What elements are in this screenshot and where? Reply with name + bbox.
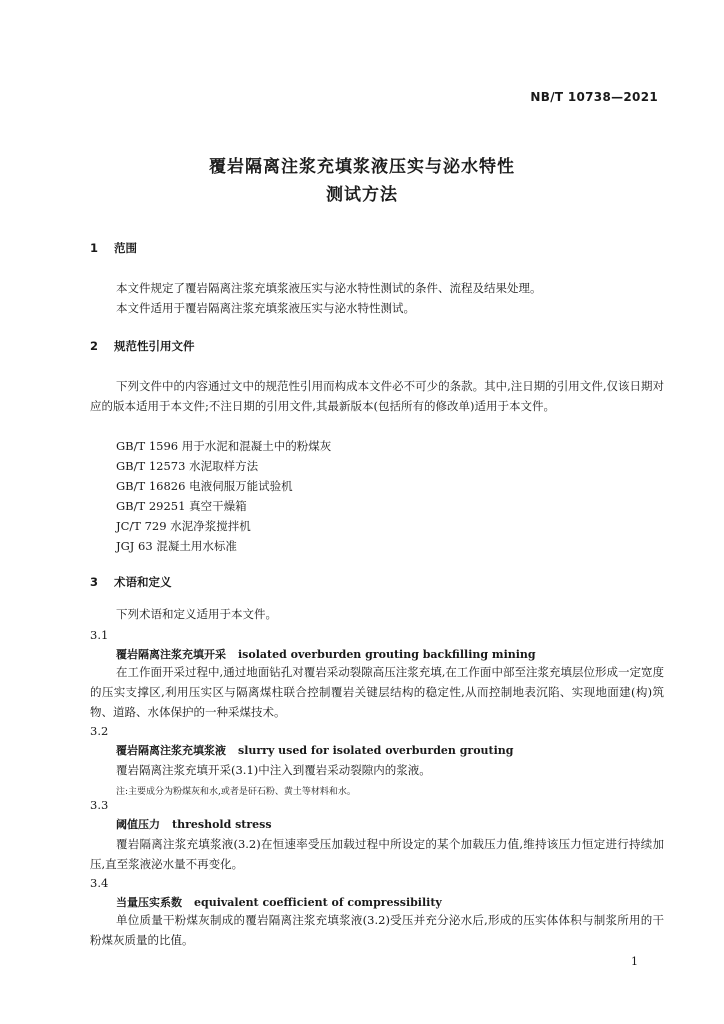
- term-note: 注:主要成分为粉煤灰和水,或者是矸石粉、黄土等材料和水。: [116, 787, 356, 797]
- term-number: 3.3: [90, 798, 109, 812]
- section-1-heading: [90, 240, 137, 256]
- page-number: 1: [631, 955, 638, 968]
- term-definition: 在工作面开采过程中,通过地面钻孔对覆岩采动裂隙高压注浆充填,在工作面中部至注浆充填层位形成一定宽度的压实支撑区,利用压实区与隔离煤柱联合控制覆岩关键层结构的稳定性,从而控制地表沉陷、实现地面建(构)筑物、道路、水体保护的一种采煤技术。: [90, 665, 664, 719]
- term-en: isolated overburden grouting backfilling mining: [238, 648, 536, 661]
- normative-reference: JC/T 729 水泥净浆搅拌机: [116, 519, 251, 533]
- normative-reference: JGJ 63 混凝土用水标准: [116, 539, 237, 553]
- term-zh: 覆岩隔离注浆充填开采: [116, 648, 226, 661]
- section-1-paragraph-2: 本文件适用于覆岩隔离注浆充填浆液压实与泌水特性测试。: [116, 301, 415, 315]
- normative-reference: GB/T 1596 用于水泥和混凝土中的粉煤灰: [116, 439, 332, 453]
- term-heading: [116, 646, 536, 662]
- term-heading: [116, 816, 272, 832]
- section-title: 术语和定义: [114, 575, 172, 589]
- term-number: 3.2: [90, 724, 109, 738]
- section-title: 范围: [114, 241, 137, 255]
- section-number: 2: [90, 339, 99, 353]
- document-title-line2: 测试方法: [326, 185, 398, 205]
- term-heading: [116, 894, 442, 910]
- section-2-heading: [90, 338, 195, 354]
- term-zh: 阈值压力: [116, 818, 160, 831]
- term-definition: 覆岩隔离注浆充填浆液(3.2)在恒速率受压加载过程中所设定的某个加载压力值,维持该压力恒定进行持续加压,直至浆液泌水量不再变化。: [90, 837, 664, 871]
- term-number: 3.1: [90, 628, 109, 642]
- section-1-paragraph-1: 本文件规定了覆岩隔离注浆充填浆液压实与泌水特性测试的条件、流程及结果处理。: [116, 281, 542, 295]
- section-3-intro: 下列术语和定义适用于本文件。: [116, 607, 277, 621]
- normative-reference: GB/T 29251 真空干燥箱: [116, 499, 247, 513]
- standard-code: NB/T 10738—2021: [530, 90, 658, 104]
- normative-reference: GB/T 16826 电液伺服万能试验机: [116, 479, 293, 493]
- term-heading: [116, 742, 514, 758]
- term-en: slurry used for isolated overburden grouting: [238, 744, 514, 757]
- section-3-heading: [90, 574, 172, 590]
- normative-reference: GB/T 12573 水泥取样方法: [116, 459, 259, 473]
- section-2-intro: 下列文件中的内容通过文中的规范性引用而构成本文件必不可少的条款。其中,注日期的引用文件,仅该日期对应的版本适用于本文件;不注日期的引用文件,其最新版本(包括所有的修改单)适用于本文件。: [90, 379, 664, 413]
- term-number: 3.4: [90, 876, 109, 890]
- document-title-line1: 覆岩隔离注浆充填浆液压实与泌水特性: [209, 157, 515, 177]
- section-title: 规范性引用文件: [114, 339, 195, 353]
- term-zh: 覆岩隔离注浆充填浆液: [116, 744, 226, 757]
- term-definition: 单位质量干粉煤灰制成的覆岩隔离注浆充填浆液(3.2)受压并充分泌水后,形成的压实体体积与制浆所用的干粉煤灰质量的比值。: [90, 913, 664, 947]
- term-en: threshold stress: [172, 818, 272, 831]
- section-number: 1: [90, 241, 99, 255]
- term-definition: 覆岩隔离注浆充填开采(3.1)中注入到覆岩采动裂隙内的浆液。: [116, 763, 431, 777]
- term-en: equivalent coefficient of compressibility: [194, 896, 442, 909]
- term-zh: 当量压实系数: [116, 896, 182, 909]
- section-number: 3: [90, 575, 99, 589]
